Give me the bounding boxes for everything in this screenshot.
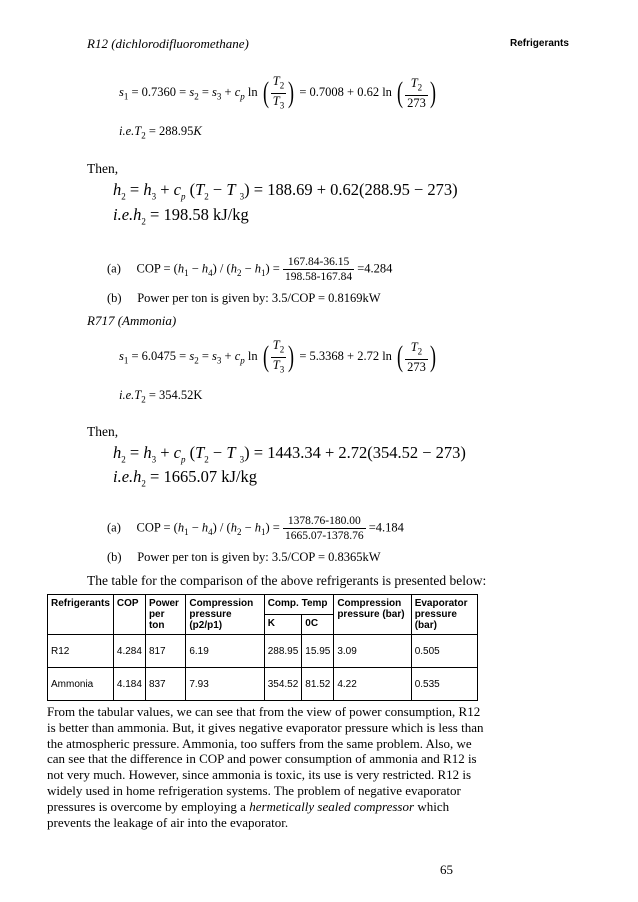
cell-ratio: 7.93 — [186, 668, 264, 701]
comparison-table — [47, 594, 478, 701]
cell-k: 288.95 — [264, 635, 302, 668]
r717-enthalpy-equation: $h_2 = h_3 + c_p$ ($T_2 - T$ $_3$) = 1443.34 + 2.72(354.52 − 273) — [113, 443, 466, 465]
cell-evap-bar: 0.505 — [411, 635, 477, 668]
r12-t2-result: $i.e.T_2 = 288.95K$ — [119, 124, 202, 141]
header-compression-ratio: Compression pressure (p2/p1) — [186, 595, 264, 635]
r12-cop-equation: (a) COP = $(h_1 - h_4) / (h_2 - h_1)$ = $\frac{167.84-36.15}{198.58-167.84}$ =4.284 — [107, 256, 393, 283]
cell-name: Ammonia — [48, 668, 114, 701]
cell-comp-bar: 3.09 — [334, 635, 411, 668]
cell-ratio: 6.19 — [186, 635, 264, 668]
cell-evap-bar: 0.535 — [411, 668, 477, 701]
header-comp-temp-k: K — [264, 615, 302, 635]
section-title-r12: R12 (dichlorodifluoromethane) — [87, 36, 249, 51]
table-row — [48, 635, 478, 668]
table-row — [48, 668, 478, 701]
cell-power: 837 — [145, 668, 185, 701]
r12-enthalpy-equation: $h_2 = h_3 + c_p$ ($T_2 - T$ $_3$) = 188.69 + 0.62(288.95 − 273) — [113, 180, 458, 202]
header-power: Power per ton — [145, 595, 185, 635]
cell-comp-bar: 4.22 — [334, 668, 411, 701]
emphasis-hermetic: hermetically sealed compressor — [249, 798, 415, 814]
header-refrigerants: Refrigerants — [48, 595, 114, 635]
header-comp-temp-c: 0C — [302, 615, 334, 635]
header-cop: COP — [113, 595, 145, 635]
r12-entropy-equation: $s_1 = 0.7360 = s_2 = s_3 + c_p$ ln ( $\frac{T_2}{T_3}$ ) = 0.7008 + 0.62 ln ( $\frac{T_2}{273}$ ) — [119, 74, 436, 110]
conclusion-paragraph: From the tabular values, we can see that from the view of power consumption, R12 is better than ammonia. But, it gives negative evaporator pressure which is less than the atmospheric pressure. Ammonia, too suffers from the same problem. Also, we can see that the difference in COP and power consumption of ammonia and R12 is not very much. However, since ammonia is toxic, its use is very restricted. R12 is widely used in home refrigeration systems. The problem of negative evaporator pressures is overcome by employing a hermetically sealed compressor which prevents the leakage of air into the evaporator. — [47, 704, 484, 830]
table-intro: The table for the comparison of the above refrigerants is presented below: — [87, 573, 487, 588]
header-evaporator: Evaporator pressure (bar) — [411, 595, 477, 635]
r12-enthalpy-result: $i.e.h_2 = 198.58$ kJ/kg — [113, 205, 249, 227]
cell-cop: 4.184 — [113, 668, 145, 701]
then-label-r12: Then, — [87, 161, 119, 176]
cell-c: 15.95 — [302, 635, 334, 668]
r717-cop-equation: (a) COP = $(h_1 - h_4) / (h_2 - h_1)$ = $\frac{1378.76-180.00}{1665.07-1378.76}$ =4.184 — [107, 515, 404, 542]
cell-power: 817 — [145, 635, 185, 668]
section-title-r717: R717 (Ammonia) — [87, 313, 177, 328]
cell-name: R12 — [48, 635, 114, 668]
page-number: 65 — [440, 862, 453, 877]
chapter-header: Refrigerants — [510, 38, 569, 49]
r717-entropy-equation: $s_1 = 6.0475 = s_2 = s_3 + c_p$ ln ( $\frac{T_2}{T_3}$ ) = 5.3368 + 2.72 ln ( $\frac{T_2}{273}$ ) — [119, 338, 436, 374]
header-comp-temp: Comp. Temp — [264, 595, 334, 615]
cell-c: 81.52 — [302, 668, 334, 701]
cell-k: 354.52 — [264, 668, 302, 701]
cell-cop: 4.284 — [113, 635, 145, 668]
r717-t2-result: $i.e.T_2 = 354.52K$ — [119, 388, 203, 405]
r717-enthalpy-result: $i.e.h_2 = 1665.07$ kJ/kg — [113, 467, 257, 489]
r717-power-line: (b) Power per ton is given by: 3.5/COP = 0.8365kW — [107, 550, 381, 564]
then-label-r717: Then, — [87, 424, 119, 439]
header-compression-bar: Compression pressure (bar) — [334, 595, 411, 635]
r12-power-line: (b) Power per ton is given by: 3.5/COP = 0.8169kW — [107, 291, 381, 305]
